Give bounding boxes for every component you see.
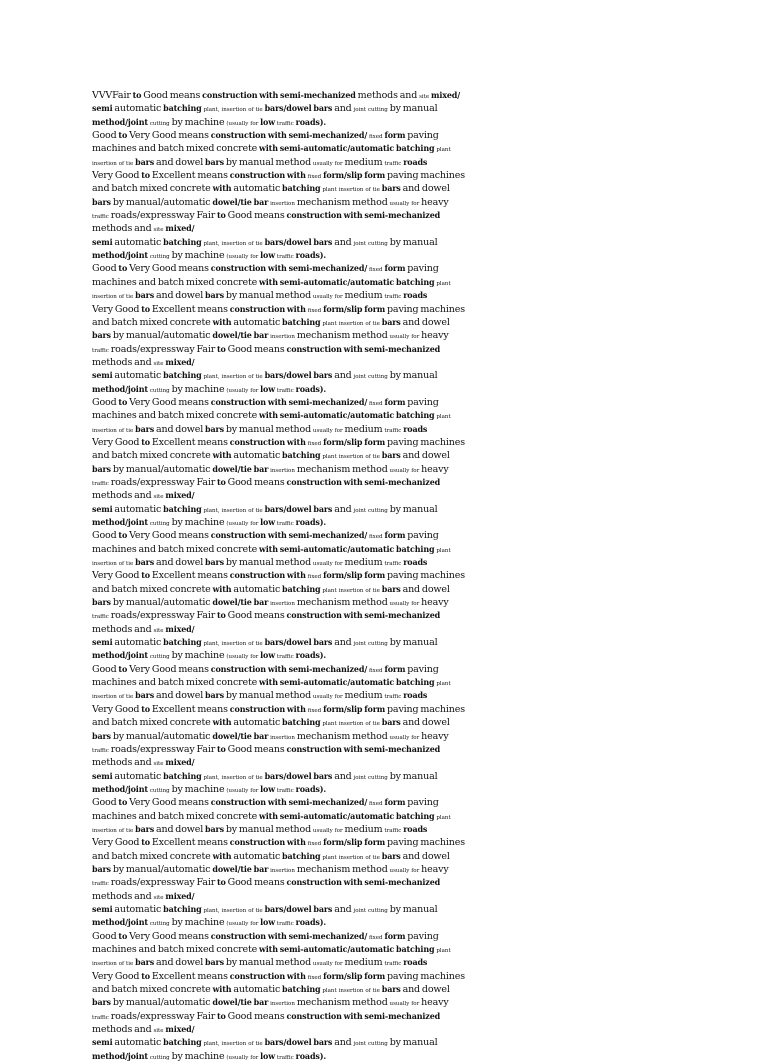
text-line: Very Good to Excellent means construction with fixed form/slip form paving machines bbox=[92, 170, 465, 182]
text-line: semi automatic batching plant, insertion of tie bars/dowel bars and joint cutting by manual bbox=[92, 236, 438, 248]
text-line: Good to Very Good means construction with semi-mechanized/ fixed form paving bbox=[92, 930, 439, 942]
text-line: and batch mixed concrete with automatic batching plant insertion of tie bars and dowel bbox=[92, 984, 450, 996]
text-line: insertion of tie bars and dowel bars by manual method usually for medium traffic roads bbox=[92, 156, 428, 168]
text-line: traffic roads/expressway Fair to Good means construction with semi-mechanized methods and site mixed/ bbox=[92, 210, 441, 235]
text-line: and batch mixed concrete with automatic batching plant insertion of tie bars and dowel bbox=[92, 717, 450, 729]
text-line: method/joint cutting by machine (usually for low traffic roads). bbox=[92, 517, 327, 528]
text-line: traffic roads/expressway Fair to Good means construction with semi-mechanized methods and site mixed/ bbox=[92, 1010, 441, 1036]
text-line: Good to Very Good means construction with semi-mechanized/ fixed form paving bbox=[92, 263, 439, 275]
text-line: machines and batch mixed concrete with semi-automatic/automatic batching plant bbox=[92, 410, 451, 422]
text-line: method/joint cutting by machine (usually for low traffic roads). bbox=[92, 116, 327, 128]
text-line: semi automatic batching plant, insertion of tie bars/dowel bars and joint cutting by manual bbox=[92, 637, 438, 649]
text-line: traffic roads/expressway Fair to Good means construction with semi-mechanized methods and site mixed/ bbox=[92, 877, 441, 902]
document-body bbox=[92, 90, 472, 1064]
paragraph bbox=[92, 704, 472, 797]
text-line: semi automatic batching plant, insertion of tie bars/dowel bars and joint cutting by manual bbox=[92, 103, 438, 115]
paragraph bbox=[92, 837, 472, 930]
paragraph bbox=[92, 530, 472, 570]
text-line: and batch mixed concrete with automatic batching plant insertion of tie bars and dowel bbox=[92, 850, 450, 862]
text-line: method/joint cutting by machine (usually for low traffic roads). bbox=[92, 917, 327, 929]
text-line: machines and batch mixed concrete with semi-automatic/automatic batching plant bbox=[92, 543, 451, 555]
paragraph bbox=[92, 90, 472, 130]
paragraph bbox=[92, 931, 472, 971]
text-line: semi automatic batching plant, insertion of tie bars/dowel bars and joint cutting by manual bbox=[92, 370, 438, 382]
paragraph bbox=[92, 797, 472, 837]
text-line: machines and batch mixed concrete with semi-automatic/automatic batching plant bbox=[92, 276, 451, 288]
text-line: insertion of tie bars and dowel bars by manual method usually for medium traffic roads bbox=[92, 557, 428, 569]
text-line: machines and batch mixed concrete with semi-automatic/automatic batching plant bbox=[92, 143, 451, 155]
text-line: Very Good to Excellent means construction with fixed form/slip form paving machines bbox=[92, 436, 465, 448]
text-line: traffic roads/expressway Fair to Good means construction with semi-mechanized methods and site mixed/ bbox=[92, 743, 441, 769]
text-line: traffic roads/expressway Fair to Good means construction with semi-mechanized methods and site mixed/ bbox=[92, 343, 441, 368]
paragraph bbox=[92, 263, 472, 303]
paragraph bbox=[92, 397, 472, 437]
text-line: bars by manual/automatic dowel/tie bar insertion mechanism method usually for heavy bbox=[92, 730, 449, 742]
text-line: semi automatic batching plant, insertion of tie bars/dowel bars and joint cutting by manual bbox=[92, 1037, 438, 1049]
text-line: machines and batch mixed concrete with semi-automatic/automatic batching plant bbox=[92, 677, 451, 689]
paragraph bbox=[92, 971, 472, 1064]
text-line: traffic roads/expressway Fair to Good means construction with semi-mechanized methods and site mixed/ bbox=[92, 476, 441, 502]
text-line: method/joint cutting by machine (usually for low traffic roads). bbox=[92, 383, 327, 395]
paragraph bbox=[92, 664, 472, 704]
text-line: machines and batch mixed concrete with semi-automatic/automatic batching plant bbox=[92, 944, 451, 955]
text-line: bars by manual/automatic dowel/tie bar insertion mechanism method usually for heavy bbox=[92, 196, 449, 208]
text-line: Very Good to Excellent means construction with fixed form/slip form paving machines bbox=[92, 570, 465, 582]
text-line: method/joint cutting by machine (usually for low traffic roads). bbox=[92, 1050, 327, 1062]
text-line: Very Good to Excellent means construction with fixed form/slip form paving machines bbox=[92, 303, 465, 315]
text-line: Good to Very Good means construction with semi-mechanized/ fixed form paving bbox=[92, 396, 439, 408]
text-line: insertion of tie bars and dowel bars by manual method usually for medium traffic roads bbox=[92, 957, 428, 969]
text-line: Good to Very Good means construction with semi-mechanized/ fixed form paving bbox=[92, 130, 439, 142]
text-line: method/joint cutting by machine (usually for low traffic roads). bbox=[92, 783, 327, 795]
text-line: Good to Very Good means construction with semi-mechanized/ fixed form paving bbox=[92, 663, 439, 675]
text-line: semi automatic batching plant, insertion of tie bars/dowel bars and joint cutting by manual bbox=[92, 770, 438, 782]
text-line: method/joint cutting by machine (usually for low traffic roads). bbox=[92, 250, 327, 262]
text-line: insertion of tie bars and dowel bars by manual method usually for medium traffic roads bbox=[92, 290, 428, 302]
text-line: and batch mixed concrete with automatic batching plant insertion of tie bars and dowel bbox=[92, 450, 450, 462]
text-line: Good to Very Good means construction with semi-mechanized/ fixed form paving bbox=[92, 530, 439, 542]
text-line: bars by manual/automatic dowel/tie bar insertion mechanism method usually for heavy bbox=[92, 863, 449, 875]
text-line: semi automatic batching plant, insertion of tie bars/dowel bars and joint cutting by manual bbox=[92, 503, 438, 515]
text-line: machines and batch mixed concrete with semi-automatic/automatic batching plant bbox=[92, 810, 451, 822]
text-line: Very Good to Excellent means construction with fixed form/slip form paving machines bbox=[92, 970, 465, 982]
text-line: bars by manual/automatic dowel/tie bar insertion mechanism method usually for heavy bbox=[92, 597, 449, 609]
text-line: semi automatic batching plant, insertion of tie bars/dowel bars and joint cutting by manual bbox=[92, 903, 438, 915]
text-line: bars by manual/automatic dowel/tie bar insertion mechanism method usually for heavy bbox=[92, 330, 449, 342]
text-line: method/joint cutting by machine (usually for low traffic roads). bbox=[92, 650, 327, 662]
text-line: insertion of tie bars and dowel bars by manual method usually for medium traffic roads bbox=[92, 690, 428, 702]
text-line: traffic roads/expressway Fair to Good means construction with semi-mechanized methods and site mixed/ bbox=[92, 610, 441, 635]
paragraph bbox=[92, 304, 472, 397]
text-line: bars by manual/automatic dowel/tie bar insertion mechanism method usually for heavy bbox=[92, 463, 449, 475]
paragraph bbox=[92, 130, 472, 170]
text-line: bars by manual/automatic dowel/tie bar insertion mechanism method usually for heavy bbox=[92, 997, 449, 1009]
text-line: Very Good to Excellent means construction with fixed form/slip form paving machines bbox=[92, 703, 465, 715]
text-line: Good to Very Good means construction with semi-mechanized/ fixed form paving bbox=[92, 797, 439, 809]
text-line: insertion of tie bars and dowel bars by manual method usually for medium traffic roads bbox=[92, 423, 428, 435]
text-line: VVVFair to Good means construction with semi-mechanized methods and site mixed/ bbox=[92, 90, 460, 101]
paragraph bbox=[92, 170, 472, 263]
paragraph bbox=[92, 437, 472, 530]
text-line: insertion of tie bars and dowel bars by manual method usually for medium traffic roads bbox=[92, 823, 428, 835]
text-line: Very Good to Excellent means construction with fixed form/slip form paving machines bbox=[92, 837, 465, 849]
text-line: and batch mixed concrete with automatic batching plant insertion of tie bars and dowel bbox=[92, 583, 450, 595]
text-line: and batch mixed concrete with automatic batching plant insertion of tie bars and dowel bbox=[92, 183, 450, 195]
paragraph bbox=[92, 570, 472, 663]
text-line: and batch mixed concrete with automatic batching plant insertion of tie bars and dowel bbox=[92, 316, 450, 328]
